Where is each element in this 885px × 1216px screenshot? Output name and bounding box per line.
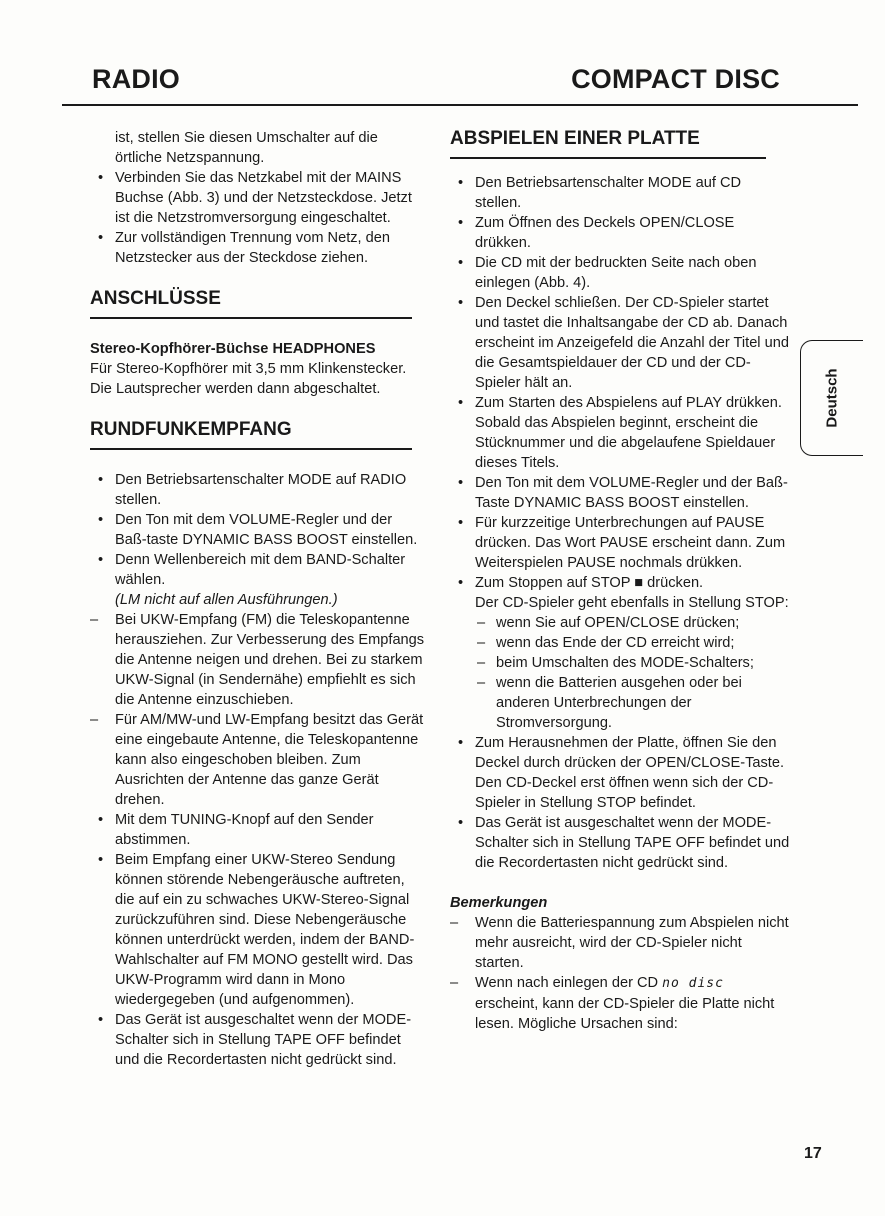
list-item: • Zum Herausnehmen der Platte, öffnen Sie den Deckel durch drücken der OPEN/CLOSE-Taste. Den CD-Deckel erst öffnen wenn sich der CD-Spieler in Stellung STOP befindet. xyxy=(450,733,790,813)
notes-title: Bemerkungen xyxy=(450,895,548,911)
header-divider xyxy=(62,104,858,106)
note-text-end: erscheint, kann der CD-Spieler die Platte nicht lesen. Mögliche Ursachen sind: xyxy=(475,996,775,1032)
list-item: • Zum Öffnen des Deckels OPEN/CLOSE drükken. xyxy=(450,213,790,253)
right-column xyxy=(450,128,790,1034)
list-item: • Mit dem TUNING-Knopf auf den Sender abstimmen. xyxy=(90,810,426,850)
section-title-anschluesse: ANSCHLÜSSE xyxy=(90,288,412,319)
intro-text: ist, stellen Sie diesen Umschalter auf die örtliche Netzspannung. xyxy=(115,130,378,166)
list-item: • Beim Empfang einer UKW-Stereo Sendung können störende Nebengeräusche auftreten, die auf ein zu schwaches UKW-Stereo-Signal zurückzuführen sind. Diese Nebengeräusche können unterdrückt werden, indem der BAND-Wahlschalter auf FM MONO gestellt wird. Das UKW-Programm wird dann in Mono wiedergegeben (und aufgenommen). xyxy=(90,850,426,1010)
section-title-rundfunk: RUNDFUNKEMPFANG xyxy=(90,419,412,450)
list-item: • Für kurzzeitige Unterbrechungen auf PAUSE drücken. Das Wort PAUSE erscheint dann. Zum Weiterspielen PAUSE nochmals drükken. xyxy=(450,513,790,573)
list-item: • Den Betriebsartenschalter MODE auf RADIO stellen. xyxy=(90,470,426,510)
list-item: • Den Deckel schließen. Der CD-Spieler startet und tastet die Inhaltsangabe der CD ab. Danach erscheint im Anzeigefeld die Anzahl der Titel und die Gesamtspieldauer der CD und der CD-Spieler hält an. xyxy=(450,293,790,393)
list-item: • Zur vollständigen Trennung vom Netz, den Netzstecker aus der Steckdose ziehen. xyxy=(90,228,426,268)
list-item: • Den Ton mit dem VOLUME-Regler und der Baß-Taste DYNAMIC BASS BOOST einstellen. xyxy=(450,473,790,513)
list-item: – Bei UKW-Empfang (FM) die Teleskopantenne herausziehen. Zur Verbesserung des Empfangs die Antenne neigen und drehen. Bei zu starkem UKW-Signal (in Sendernähe) empfiehlt es sich die Antenne einzuschieben. xyxy=(90,610,426,710)
note-text-start: Wenn nach einlegen der CD xyxy=(475,975,659,991)
language-tab xyxy=(800,340,863,456)
left-column xyxy=(90,128,426,1070)
header-compact-disc: COMPACT DISC xyxy=(571,64,780,94)
headphones-text: Für Stereo-Kopfhörer mit 3,5 mm Klinkenstecker. Die Lautsprecher werden dann abgeschaltet. xyxy=(90,361,407,397)
list-item: – wenn die Batterien ausgehen oder bei anderen Unterbrechungen der Stromversorgung. xyxy=(450,673,790,733)
list-item: – Wenn die Batteriespannung zum Abspielen nicht mehr ausreicht, wird der CD-Spieler nicht starten. xyxy=(450,913,790,973)
list-item: • Verbinden Sie das Netzkabel mit der MAINS Buchse (Abb. 3) und der Netzsteckdose. Jetzt ist die Netzstromversorgung eingeschaltet. xyxy=(90,168,426,228)
list-item xyxy=(450,973,790,1034)
list-item: • Den Betriebsartenschalter MODE auf CD stellen. xyxy=(450,173,790,213)
section-title-abspielen: ABSPIELEN EINER PLATTE xyxy=(450,128,766,159)
list-item: • Die CD mit der bedruckten Seite nach oben einlegen (Abb. 4). xyxy=(450,253,790,293)
stop-conditions-intro: Der CD-Spieler geht ebenfalls in Stellung STOP: xyxy=(475,595,789,611)
list-item: – wenn Sie auf OPEN/CLOSE drücken; xyxy=(450,613,790,633)
band-note: (LM nicht auf allen Ausführungen.) xyxy=(115,592,338,608)
list-item: • Denn Wellenbereich mit dem BAND-Schalter wählen. xyxy=(90,550,426,590)
lcd-no-disc-display: no disc xyxy=(662,976,724,991)
page-number: 17 xyxy=(804,1145,822,1162)
header-radio: RADIO xyxy=(92,64,180,94)
list-item: • Zum Stoppen auf STOP ■ drücken. xyxy=(450,573,790,593)
list-item: • Das Gerät ist ausgeschaltet wenn der MODE-Schalter sich in Stellung TAPE OFF befindet und die Recordertasten nicht gedrückt sind. xyxy=(90,1010,426,1070)
language-tab-label: Deutsch xyxy=(823,368,841,428)
list-item: • Zum Starten des Abspielens auf PLAY drükken. Sobald das Abspielen beginnt, erscheint die Stücknummer und die abgelaufene Spieldauer dieses Titels. xyxy=(450,393,790,473)
list-item: – beim Umschalten des MODE-Schalters; xyxy=(450,653,790,673)
list-item: – Für AM/MW-und LW-Empfang besitzt das Gerät eine eingebaute Antenne, die Teleskopantenne kann also eingeschoben bleiben. Zum Ausrichten der Antenne das ganze Gerät drehen. xyxy=(90,710,426,810)
list-item: – wenn das Ende der CD erreicht wird; xyxy=(450,633,790,653)
list-item: • Das Gerät ist ausgeschaltet wenn der MODE-Schalter sich in Stellung TAPE OFF befindet und die Recordertasten nicht gedrückt sind. xyxy=(450,813,790,873)
headphones-subtitle: Stereo-Kopfhörer-Büchse HEADPHONES xyxy=(90,341,376,357)
list-item: • Den Ton mit dem VOLUME-Regler und der Baß-taste DYNAMIC BASS BOOST einstellen. xyxy=(90,510,426,550)
